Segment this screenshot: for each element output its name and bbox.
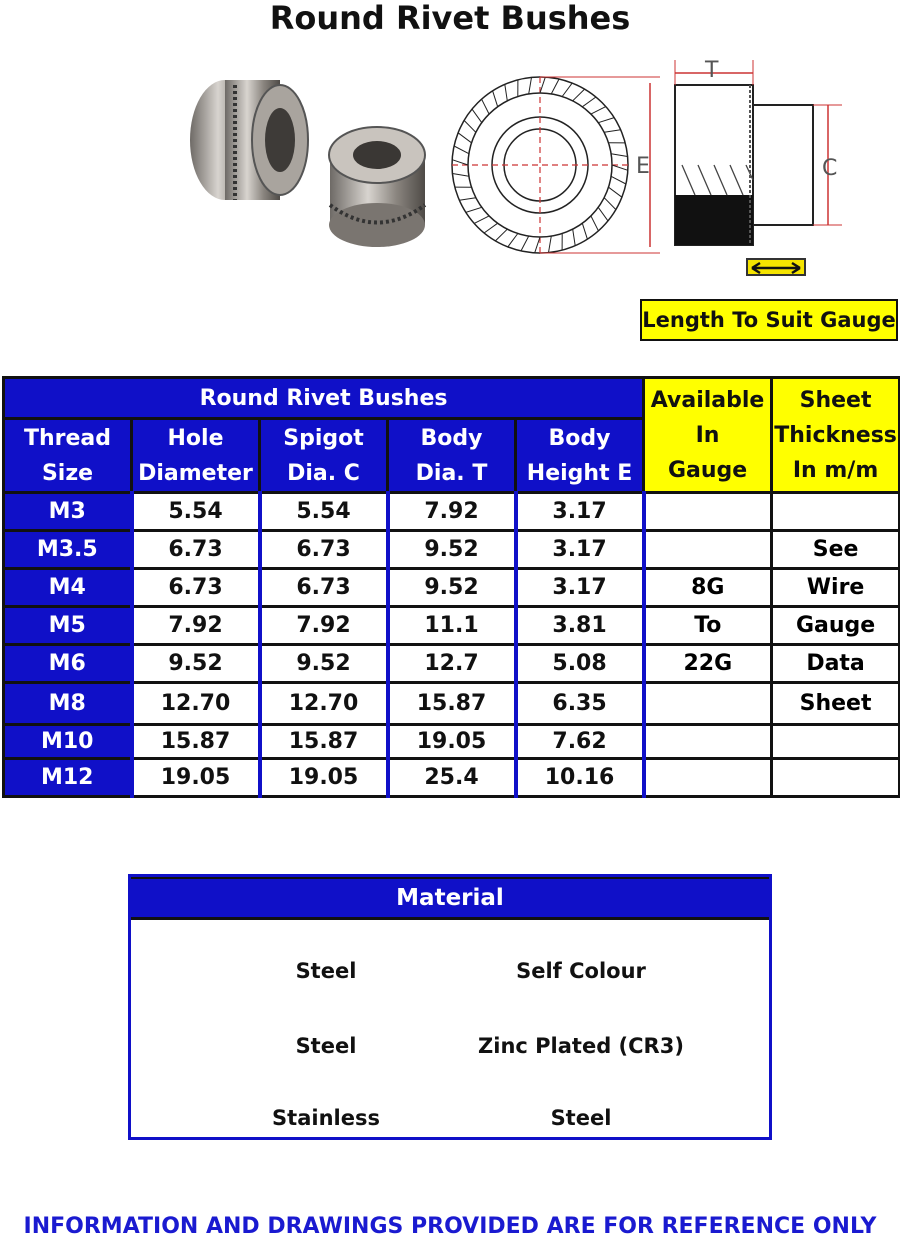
sheet-thickness-cell <box>772 725 900 759</box>
thread-size-cell: M12 <box>4 759 132 797</box>
header-sheet-thickness: Sheet Thickness In m/m <box>772 378 900 493</box>
body-height-cell: 3.17 <box>516 569 644 607</box>
available-gauge-cell <box>644 531 772 569</box>
body-dia-cell: 19.05 <box>388 725 516 759</box>
table-row <box>4 493 900 531</box>
table-row <box>4 569 900 607</box>
material-finish: Self Colour <box>516 959 646 983</box>
table-row <box>4 759 900 797</box>
hole-diameter-cell: 9.52 <box>132 645 260 683</box>
sheet-thickness-cell: Data <box>772 645 900 683</box>
gauge-note: Length To Suit Gauge <box>640 299 898 341</box>
available-gauge-cell: To <box>644 607 772 645</box>
technical-drawing <box>450 55 850 280</box>
sheet-thickness-cell: Sheet <box>772 683 900 725</box>
body-height-cell: 7.62 <box>516 725 644 759</box>
hole-diameter-cell: 7.92 <box>132 607 260 645</box>
header-thread-size: Thread Size <box>4 419 132 493</box>
body-dia-cell: 25.4 <box>388 759 516 797</box>
dimension-c-label: C <box>822 156 838 181</box>
spigot-dia-cell: 6.73 <box>260 531 388 569</box>
body-dia-cell: 9.52 <box>388 531 516 569</box>
spigot-dia-cell: 7.92 <box>260 607 388 645</box>
hole-diameter-cell: 5.54 <box>132 493 260 531</box>
spec-table <box>2 376 900 798</box>
material-header: Material <box>131 877 769 920</box>
material-finish: Steel <box>550 1106 612 1130</box>
thread-size-cell: M3 <box>4 493 132 531</box>
material-name: Steel <box>295 959 357 983</box>
available-gauge-cell <box>644 493 772 531</box>
thread-size-cell: M10 <box>4 725 132 759</box>
available-gauge-cell: 8G <box>644 569 772 607</box>
dimension-e-label: E <box>636 154 650 179</box>
sheet-thickness-cell: Wire <box>772 569 900 607</box>
table-row <box>4 531 900 569</box>
spigot-dia-cell: 9.52 <box>260 645 388 683</box>
header-body-height: Body Height E <box>516 419 644 493</box>
body-height-cell: 3.17 <box>516 493 644 531</box>
body-height-cell: 3.81 <box>516 607 644 645</box>
body-height-cell: 6.35 <box>516 683 644 725</box>
hole-diameter-cell: 6.73 <box>132 569 260 607</box>
spigot-dia-cell: 5.54 <box>260 493 388 531</box>
hole-diameter-cell: 12.70 <box>132 683 260 725</box>
header-spigot: Spigot Dia. C <box>260 419 388 493</box>
sheet-thickness-cell <box>772 493 900 531</box>
hole-diameter-cell: 19.05 <box>132 759 260 797</box>
material-name: Stainless <box>272 1106 380 1130</box>
sheet-thickness-cell: See <box>772 531 900 569</box>
body-dia-cell: 15.87 <box>388 683 516 725</box>
table-row <box>4 607 900 645</box>
sheet-thickness-cell <box>772 759 900 797</box>
header-hole-diameter: Hole Diameter <box>132 419 260 493</box>
thread-size-cell: M4 <box>4 569 132 607</box>
spigot-dia-cell: 12.70 <box>260 683 388 725</box>
material-name: Steel <box>295 1034 357 1058</box>
hole-diameter-cell: 6.73 <box>132 531 260 569</box>
spigot-dia-cell: 6.73 <box>260 569 388 607</box>
gauge-arrow-icon <box>746 258 806 276</box>
table-row <box>4 645 900 683</box>
hole-diameter-cell: 15.87 <box>132 725 260 759</box>
header-body-dia: Body Dia. T <box>388 419 516 493</box>
thread-size-cell: M6 <box>4 645 132 683</box>
dimension-t-label: T <box>705 58 719 83</box>
header-available: Available In Gauge <box>644 378 772 493</box>
product-photo <box>180 55 440 270</box>
available-gauge-cell <box>644 725 772 759</box>
body-height-cell: 5.08 <box>516 645 644 683</box>
body-height-cell: 10.16 <box>516 759 644 797</box>
available-gauge-cell <box>644 683 772 725</box>
table-row <box>4 683 900 725</box>
material-finish: Zinc Plated (CR3) <box>478 1034 684 1058</box>
thread-size-cell: M8 <box>4 683 132 725</box>
available-gauge-cell <box>644 759 772 797</box>
spigot-dia-cell: 15.87 <box>260 725 388 759</box>
body-height-cell: 3.17 <box>516 531 644 569</box>
table-row <box>4 725 900 759</box>
body-dia-cell: 12.7 <box>388 645 516 683</box>
material-box <box>128 874 772 1140</box>
spigot-dia-cell: 19.05 <box>260 759 388 797</box>
thread-size-cell: M5 <box>4 607 132 645</box>
available-gauge-cell: 22G <box>644 645 772 683</box>
disclaimer-footer: INFORMATION AND DRAWINGS PROVIDED ARE FOR REFERENCE ONLY <box>23 1214 877 1239</box>
thread-size-cell: M3.5 <box>4 531 132 569</box>
page-title: Round Rivet Bushes <box>269 0 631 37</box>
body-dia-cell: 11.1 <box>388 607 516 645</box>
body-dia-cell: 7.92 <box>388 493 516 531</box>
body-dia-cell: 9.52 <box>388 569 516 607</box>
table-title: Round Rivet Bushes <box>4 378 644 419</box>
sheet-thickness-cell: Gauge <box>772 607 900 645</box>
